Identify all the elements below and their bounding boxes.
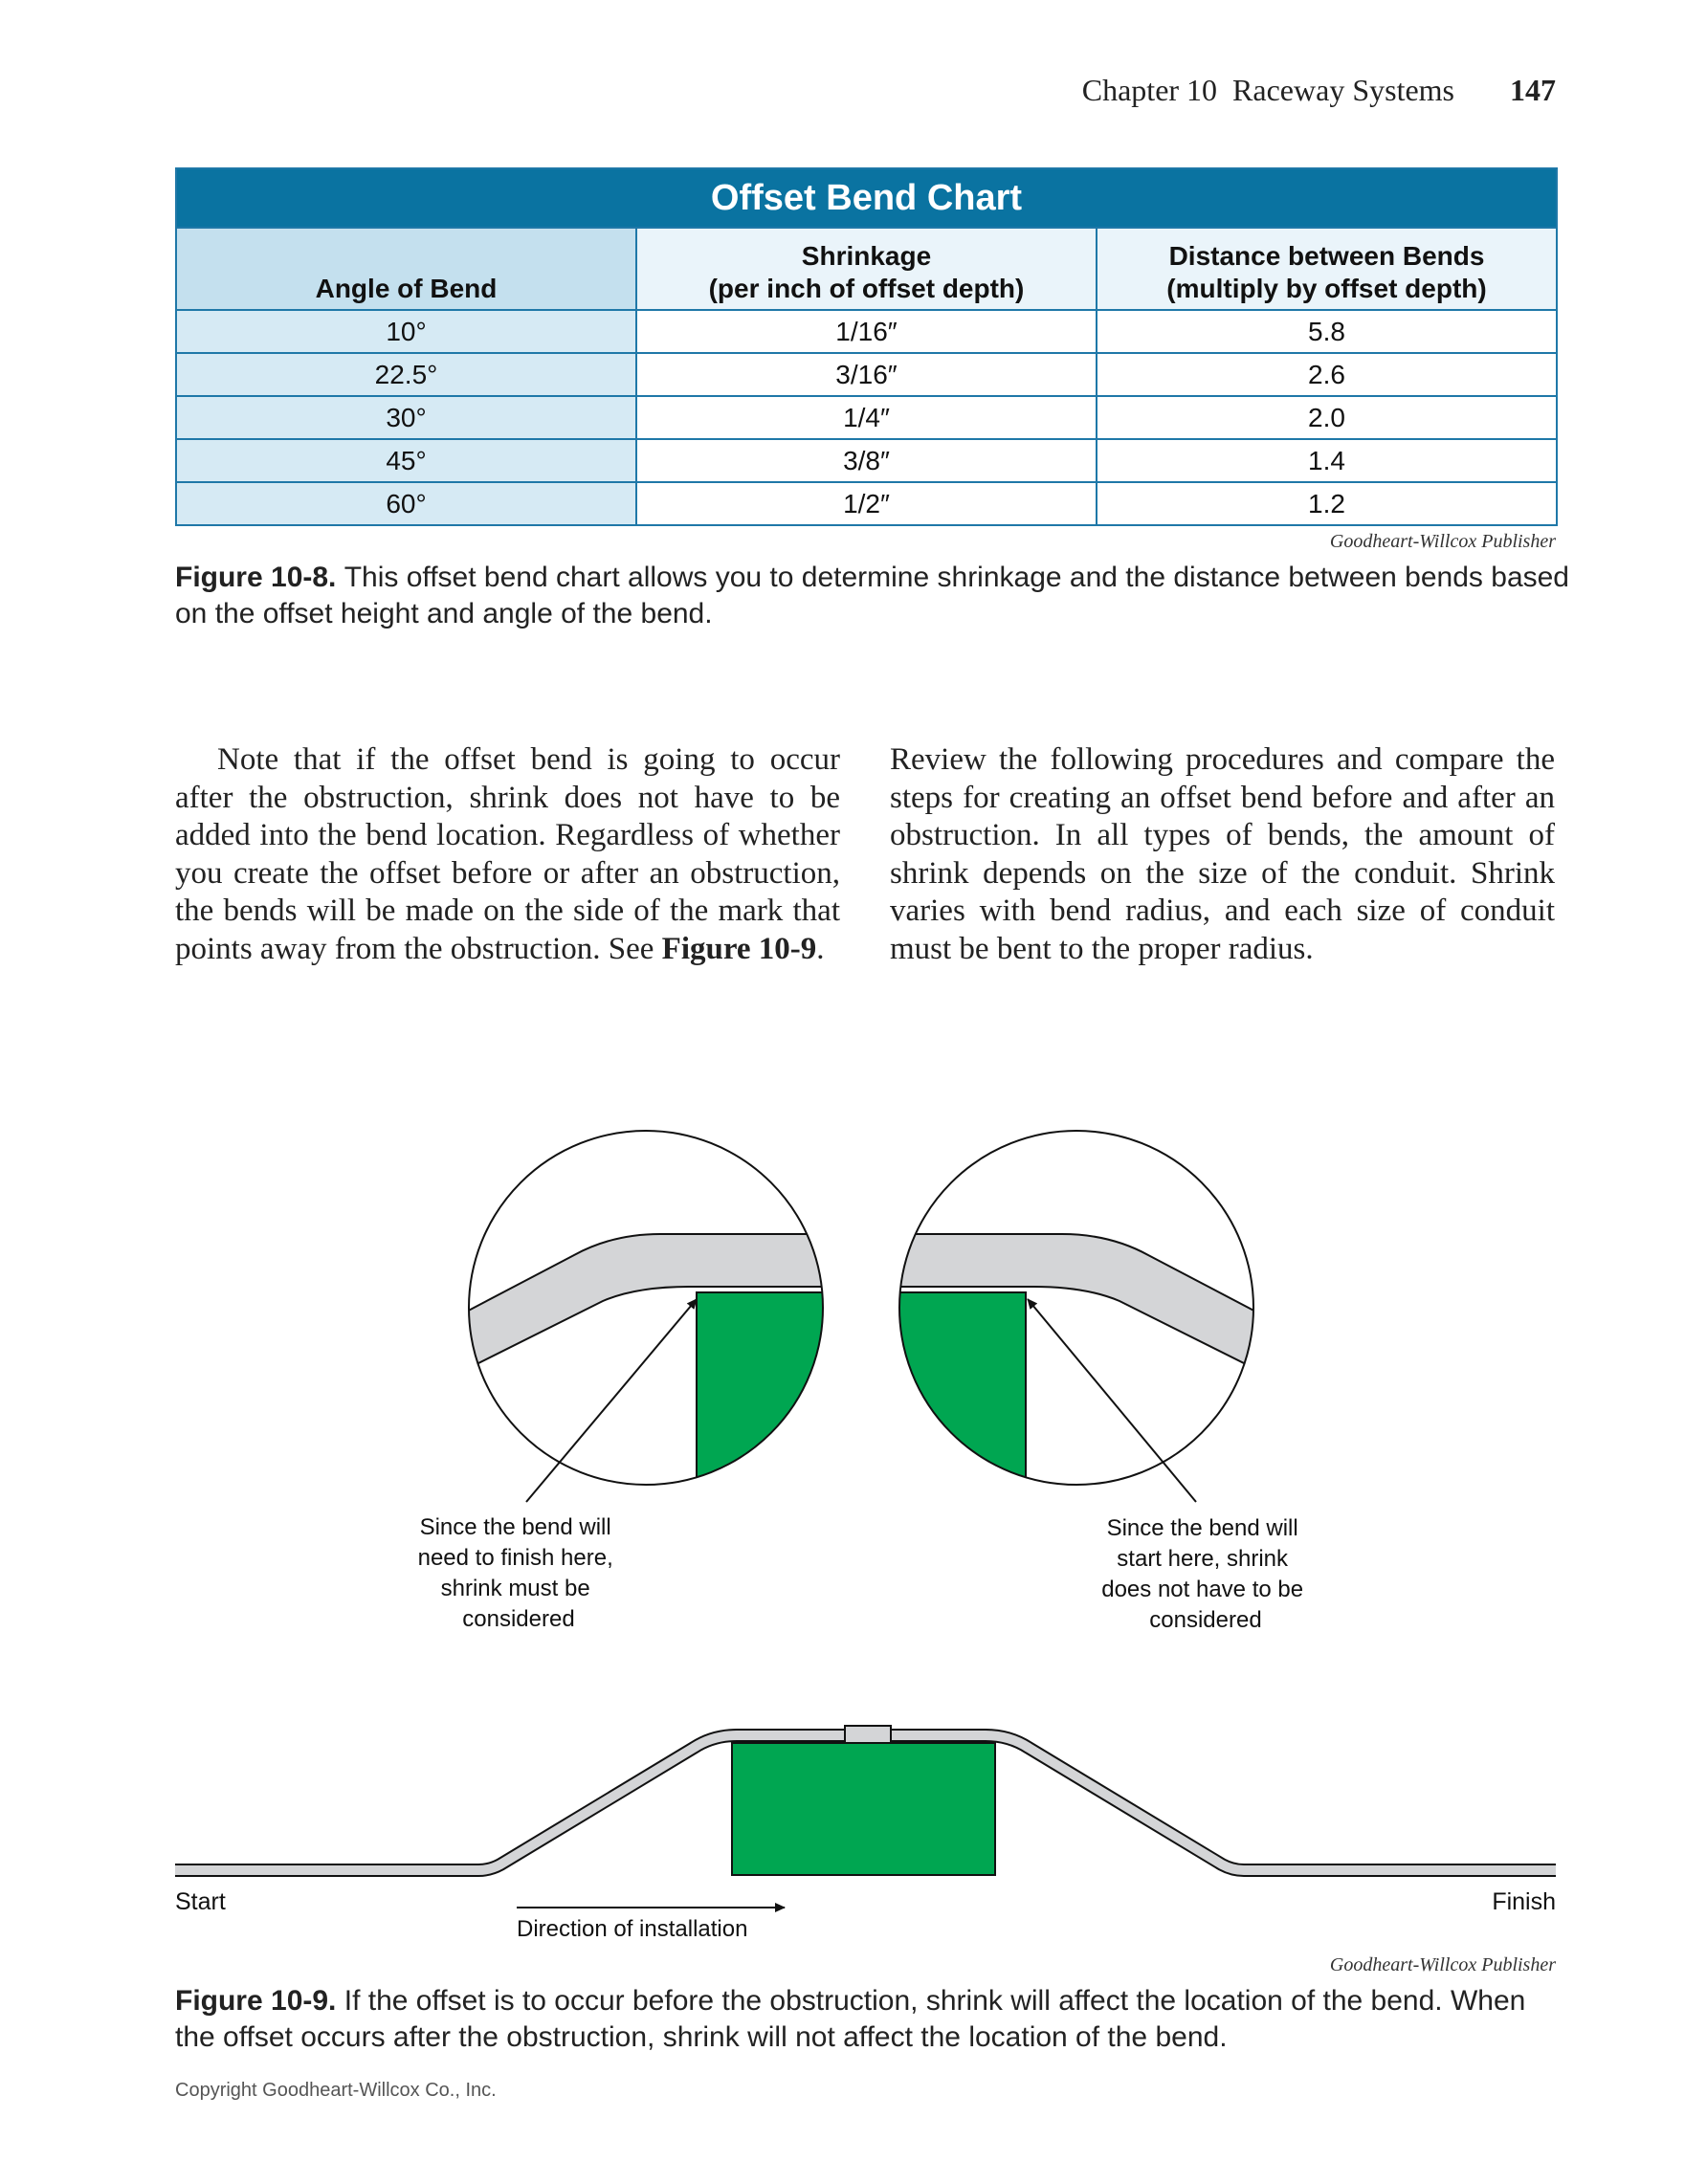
angle-cell: 10° [176, 310, 636, 353]
obstruction-block [697, 1292, 832, 1492]
finish-label: Finish [1492, 1888, 1556, 1915]
left-callout: Since the bend will need to finish here, shrink must be considered [417, 1514, 613, 1632]
column-header-distance: Distance between Bends (multiply by offset depth) [1097, 228, 1557, 310]
figure-credit: Goodheart-Willcox Publisher [1329, 531, 1556, 552]
angle-cell: 22.5° [176, 353, 636, 396]
right-detail-circle [890, 1131, 1263, 1502]
coupling [845, 1726, 891, 1743]
angle-cell: 60° [176, 482, 636, 525]
distance-cell: 1.4 [1097, 439, 1557, 482]
figure-caption [175, 1983, 1572, 2056]
column-header-angle: Angle of Bend [176, 228, 636, 310]
distance-cell: 2.6 [1097, 353, 1557, 396]
column-header-shrinkage: Shrinkage (per inch of offset depth) [636, 228, 1097, 310]
shrinkage-cell: 1/4″ [636, 396, 1097, 439]
shrinkage-cell: 1/2″ [636, 482, 1097, 525]
direction-label: Direction of installation [517, 1916, 748, 1942]
offset-bend-overview [175, 1726, 1556, 1875]
body-text-right: Review the following procedures and compare the steps for creating an offset bend before and after an obstruction. In all types of bends, the amount of shrink depends on the size of the conduit. Shrink varies with bend radius, and each size of conduit must be bent to the proper radius. [890, 742, 1555, 966]
chapter-title: Chapter 10 Raceway Systems [1081, 73, 1454, 107]
caption-text: If the offset is to occur before the obstruction, shrink will affect the location of the bend. When the offset occurs after the obstruction, shrink will not affect the location of the bend. [175, 1985, 1526, 2053]
shrinkage-cell: 1/16″ [636, 310, 1097, 353]
distance-cell: 2.0 [1097, 396, 1557, 439]
page-number: 147 [1510, 73, 1556, 107]
caption-text: This offset bend chart allows you to determine shrinkage and the distance between bends based on the offset height and angle of the bend. [175, 562, 1569, 629]
pointer-arrow [526, 1299, 697, 1502]
figure-reference: Figure 10-9 [661, 931, 817, 966]
obstruction-block [890, 1292, 1026, 1492]
copyright-notice: Copyright Goodheart-Willcox Co., Inc. [175, 2080, 497, 2101]
distance-cell: 5.8 [1097, 310, 1557, 353]
shrinkage-cell: 3/16″ [636, 353, 1097, 396]
right-callout: Since the bend will start here, shrink does not have to be considered [1101, 1515, 1304, 1633]
distance-cell: 1.2 [1097, 482, 1557, 525]
start-label: Start [175, 1888, 226, 1915]
table-title: Offset Bend Chart [176, 168, 1557, 228]
figure-label: Figure 10-9. [175, 1985, 337, 2017]
shrinkage-cell: 3/8″ [636, 439, 1097, 482]
figure-credit: Goodheart-Willcox Publisher [1329, 1954, 1556, 1975]
left-detail-circle [459, 1131, 832, 1502]
body-text-left: Note that if the offset bend is going to occur after the obstruction, shrink does not have to be added into the bend location. Regardless of whether you create the offset before or after an obstruction, the bends will be made on the side of the mark that points away from the obstruction. See Figure 10-9. [175, 742, 840, 966]
obstruction [732, 1743, 995, 1875]
angle-cell: 30° [176, 396, 636, 439]
angle-cell: 45° [176, 439, 636, 482]
figure-label: Figure 10-8. [175, 562, 337, 593]
pointer-arrow [1028, 1299, 1196, 1502]
